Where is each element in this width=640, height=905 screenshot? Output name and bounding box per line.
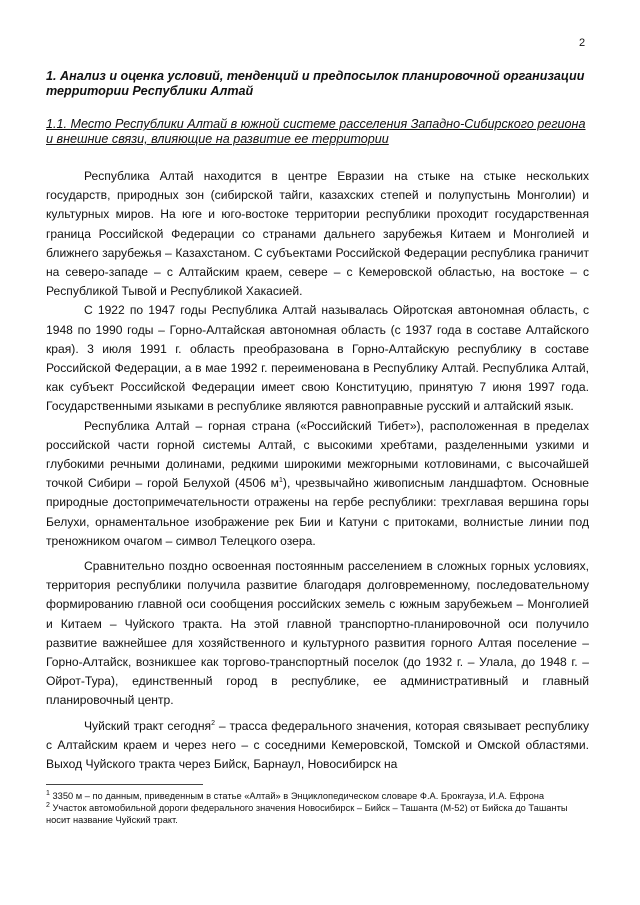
subsection-heading: 1.1. Место Республики Алтай в южной системе расселения Западно-Сибирского региона и внешние связи, влияющие на развитие ее территории <box>46 117 586 146</box>
paragraph-3 <box>46 417 589 551</box>
paragraph-3-text-a: Республика Алтай – горная страна («Российский Тибет»), расположенная в пределах российской части горной системы Алтай, с высокими хребтами, разделенными узкими и глубокими речными долинами, редкими широкими межгорными котловинами, с высочайшей точкой Сибири – горой Белухой (4506 м <box>46 418 589 491</box>
paragraph-2: С 1922 по 1947 годы Республика Алтай называлась Ойротская автономная область, с 1948 по 1990 годы – Горно-Алтайская автономная область (с 1937 года в составе Алтайского края). 3 июля 1991 г. область преобразована в Горно-Алтайскую республику в составе Российской Федерации, а в мае 1992 г. переименована в Республику Алтай. Республика Алтай, как субъект Российской Федерации имеет свою Конституцию, принятую 7 июня 1997 года. Государственными языками в республике являются равноправные русский и алтайский язык. <box>46 303 589 414</box>
footnote-2-text: Участок автомобильной дороги федерального значения Новосибирск – Бийск – Ташанта (М-52) от Бийска до Ташанты носит название Чуйский тракт. <box>46 803 568 825</box>
body-text <box>46 167 589 774</box>
document-body <box>46 69 589 774</box>
footnote-separator <box>46 784 203 785</box>
footnotes <box>46 790 589 826</box>
paragraph-5 <box>46 717 589 775</box>
paragraph-5-text-b: – трасса федерального значения, которая связывает республику с Алтайским краем и через него – с соседними Кемеровской, Томской и Омской областями. Выход Чуйского тракта через Бийск, Барнаул, Новосибирск на <box>46 718 589 772</box>
footnote-ref-2[interactable]: 2 <box>211 719 216 727</box>
paragraph-3-text-b: ), чрезвычайно живописным ландшафтом. Основные природные достопримечательности отражены на гербе республики: трехглавая вершина горы Белухи, орнаментальное изображение рек Бии и Катуни с притоками, волнистые линии под треножником очагом – символ Телецкого озера. <box>46 476 590 548</box>
footnote-mark-1: 1 <box>46 789 50 797</box>
section-heading: 1. Анализ и оценка условий, тенденций и предпосылок планировочной организации территории Республики Алтай <box>46 69 585 98</box>
footnote-1 <box>46 790 589 802</box>
footnote-1-text: 3350 м – по данным, приведенным в статье «Алтай» в Энциклопедическом словаре Ф.А. Брокгауза, И.А. Ефрона <box>49 791 545 801</box>
footnote-2 <box>46 802 589 826</box>
page-number: 2 <box>579 37 586 49</box>
footnote-ref-1[interactable]: 1 <box>279 477 283 485</box>
footnote-mark-2: 2 <box>46 801 50 809</box>
paragraph-4: Сравнительно поздно освоенная постоянным расселением в сложных горных условиях, территория республики получила развитие благодаря долговременному, последовательному формированию главной оси сообщения российских земель с южным зарубежьем – Монголией и Китаем – Чуйского тракта. На этой главной транспортно-планировочной оси получило развитие важнейшее для хозяйственного и культурного развития горного Алтая поселение – Горно-Алтайск, возникшее как торгово-транспортный поселок (до 1932 г. – Улала, до 1948 г. – Ойрот-Тура), единственный город в республике, ее административный и главный планировочный центр. <box>46 559 589 708</box>
paragraph-5-text-a: Чуйский тракт сегодня <box>84 718 212 733</box>
paragraph-1: Республика Алтай находится в центре Евразии на стыке на стыке нескольких государств, природных зон (сибирской тайги, казахских степей и полупустынь Монголии) и культурных миров. На юге и юго-востоке территории республики проходит государственная граница Российской Федерации со странами дальнего зарубежья Китаем и Монголией и ближнего зарубежья – Казахстаном. С субъектами Российской Федерации республика граничит на северо-западе – с Алтайским краем, севере – с Кемеровской областью, на востоке – с Республикой Тывой и Республикой Хакасией. <box>46 169 589 299</box>
